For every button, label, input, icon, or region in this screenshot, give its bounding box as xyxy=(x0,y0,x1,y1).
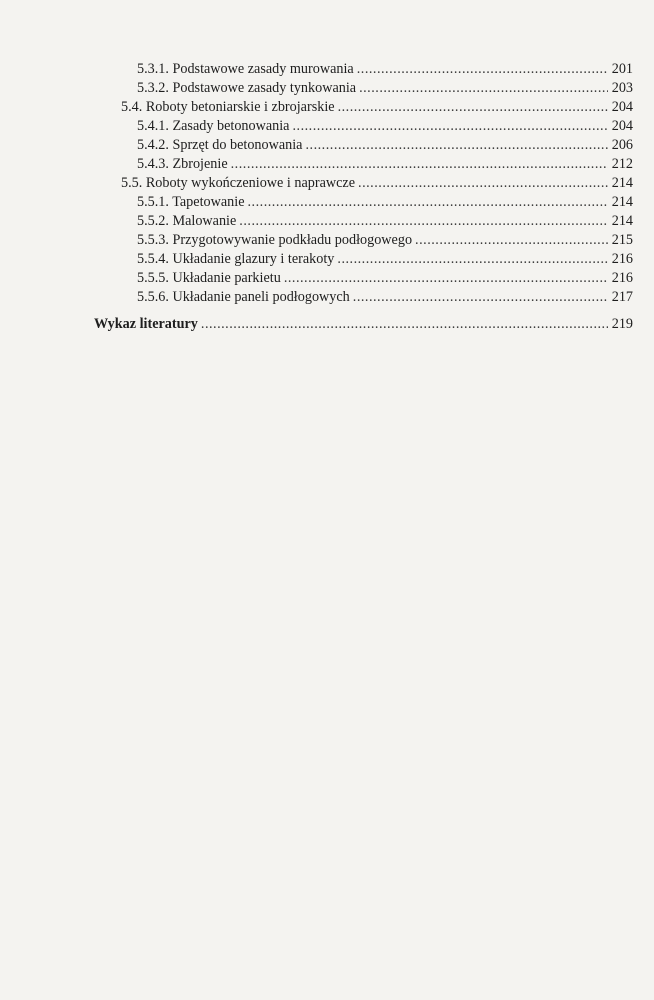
toc-entry xyxy=(137,79,633,97)
toc-entry-page: 204 xyxy=(611,118,633,134)
toc-entry-page: 203 xyxy=(611,80,633,96)
toc-leader-dots xyxy=(357,60,608,78)
toc-entry-label: 5.4.2. Sprzęt do betonowania xyxy=(137,137,303,153)
toc-entry xyxy=(121,174,633,192)
toc-entry-label: 5.4.3. Zbrojenie xyxy=(137,156,228,172)
toc-entry-page: 214 xyxy=(611,213,633,229)
toc-entry-page: 201 xyxy=(611,61,633,77)
toc-leader-dots xyxy=(415,231,608,249)
toc-leader-dots xyxy=(201,315,608,333)
toc-entry xyxy=(137,269,633,287)
toc-leader-dots xyxy=(305,136,608,154)
toc-entry-page: 216 xyxy=(611,251,633,267)
toc-entry-page: 217 xyxy=(611,289,633,305)
toc-entry-label: 5.5.1. Tapetowanie xyxy=(137,194,245,210)
toc-leader-dots xyxy=(358,174,608,192)
toc-entry-page: 215 xyxy=(611,232,633,248)
toc-entry-label: 5.5.4. Układanie glazury i terakoty xyxy=(137,251,335,267)
toc-entry-page: 216 xyxy=(611,270,633,286)
toc-entry-page: 219 xyxy=(611,316,633,332)
toc-leader-dots xyxy=(231,155,608,173)
toc-entry-label: 5.5.5. Układanie parkietu xyxy=(137,270,281,286)
toc-entry-page: 214 xyxy=(611,194,633,210)
toc-entry-label: 5.3.1. Podstawowe zasady murowania xyxy=(137,61,354,77)
toc-entry xyxy=(121,98,633,116)
toc-entry xyxy=(137,288,633,306)
toc-entry xyxy=(137,60,633,78)
toc-entry xyxy=(137,136,633,154)
toc-entry xyxy=(137,193,633,211)
toc-leader-dots xyxy=(248,193,609,211)
toc-entry-page: 214 xyxy=(611,175,633,191)
toc-leader-dots xyxy=(337,250,608,268)
toc-entry xyxy=(137,231,633,249)
toc-leader-dots xyxy=(292,117,608,135)
toc-entry-bibliography xyxy=(94,315,633,333)
toc-entry-label: 5.5.3. Przygotowywanie podkładu podłogowego xyxy=(137,232,413,248)
toc-leader-dots xyxy=(359,79,608,97)
toc-entry-label: 5.5.2. Malowanie xyxy=(137,213,237,229)
toc-entry xyxy=(137,250,633,268)
toc-leader-dots xyxy=(353,288,608,306)
toc-entry-label: 5.3.2. Podstawowe zasady tynkowania xyxy=(137,80,357,96)
toc-entry xyxy=(137,155,633,173)
toc-entry-page: 206 xyxy=(611,137,633,153)
toc-entry-page: 212 xyxy=(611,156,633,172)
toc-entry-label: 5.4. Roboty betoniarskie i zbrojarskie xyxy=(121,99,335,115)
toc-leader-dots xyxy=(284,269,608,287)
toc-entry xyxy=(137,117,633,135)
toc-leader-dots xyxy=(239,212,608,230)
toc-entry-label: 5.4.1. Zasady betonowania xyxy=(137,118,290,134)
toc-leader-dots xyxy=(338,98,608,116)
toc-entry-label: 5.5.6. Układanie paneli podłogowych xyxy=(137,289,350,305)
toc-entry xyxy=(137,212,633,230)
toc-entry-page: 204 xyxy=(611,99,633,115)
toc-entry-label: 5.5. Roboty wykończeniowe i naprawcze xyxy=(121,175,356,191)
toc-entry-label: Wykaz literatury xyxy=(94,316,198,332)
